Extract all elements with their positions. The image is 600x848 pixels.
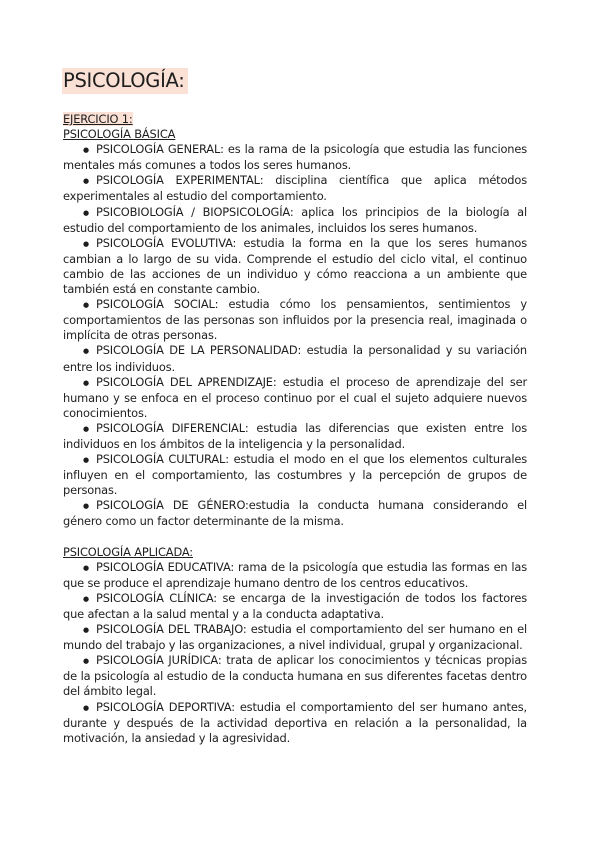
item-description: estudia la forma en la que los seres humanos cambian a lo largo de su vida. Comprende el estudio del ciclo vital, el continuo cambio de las acciones de un individuo y cómo reacciona a un ambiente que también está en constante cambio. <box>63 235 527 297</box>
item-description: estudia el comportamiento del ser humano en el mundo del trabajo y las organizaciones, a nivel individual, grupal y organizacional. <box>63 622 528 653</box>
item-description: rama de la psicología que estudia las formas en las que se produce el aprendizaje humano dentro de los centros educativos. <box>63 559 527 590</box>
list-item <box>63 421 527 452</box>
item-term: PSICOLOGÍA EXPERIMENTAL: <box>96 173 264 188</box>
section-heading-basic <box>63 127 527 142</box>
bullet-icon: ● <box>83 502 89 511</box>
item-term: PSICOLOGÍA DE GÉNERO: <box>96 498 249 513</box>
item-term: PSICOLOGÍA JURÍDICA: <box>96 653 222 668</box>
list-item <box>63 498 527 529</box>
section-heading-applied-text: PSICOLOGÍA APLICADA: <box>63 544 193 559</box>
item-description: es la rama de la psicología que estudia las funciones mentales más comunes a todos los seres humanos. <box>63 142 527 173</box>
list-item <box>63 173 527 204</box>
item-description: estudia el proceso de aprendizaje del ser humano y se enfoca en el proceso continuo por el cual el sujeto adquiere nuevos conocimientos. <box>63 374 527 420</box>
item-description: disciplina científica que aplica métodos experimentales al estudio del comportamiento. <box>63 173 527 204</box>
item-term: PSICOBIOLOGÍA / BIOPSICOLOGÍA: <box>96 204 294 219</box>
item-term: PSICOLOGÍA CLÍNICA: <box>96 590 217 605</box>
item-description: estudia el comportamiento del ser humano antes, durante y después de la actividad deportiva en relación a la personalidad, la motivación, la ansiedad y la agresividad. <box>63 699 527 745</box>
item-description: estudia la personalidad y su variación entre los individuos. <box>63 343 527 374</box>
list-item <box>63 591 527 622</box>
item-term: PSICOLOGÍA DEL APRENDIZAJE: <box>96 374 277 389</box>
item-description: aplica los principios de la biología al estudio del comportamiento de los animales, incluidos los seres humanos. <box>63 204 527 235</box>
bullet-icon: ● <box>83 563 89 572</box>
section-heading-applied <box>63 545 527 560</box>
item-term: PSICOLOGÍA CULTURAL: <box>96 452 229 467</box>
bullet-icon: ● <box>83 456 89 465</box>
item-term: PSICOLOGÍA DEPORTIVA: <box>96 699 235 714</box>
bullet-icon: ● <box>83 301 89 310</box>
list-item <box>63 622 527 653</box>
item-term: PSICOLOGÍA GENERAL: <box>96 142 224 157</box>
exercise-heading <box>63 112 527 127</box>
item-description: estudia la conducta humana considerando el género como un factor determinante de la misma. <box>63 498 527 529</box>
item-term: PSICOLOGÍA SOCIAL: <box>96 297 219 312</box>
item-description: estudia el modo en el que los elementos culturales influyen en el comportamiento, las costumbres y la percepción de grupos de personas. <box>63 452 527 498</box>
bullet-icon: ● <box>83 626 89 635</box>
item-description: estudia las diferencias que existen entre los individuos en los ámbitos de la inteligencia y la personalidad. <box>63 420 527 451</box>
bullet-icon: ● <box>83 703 89 712</box>
bullet-icon: ● <box>83 146 89 155</box>
document-body <box>63 112 527 746</box>
bullet-icon: ● <box>83 347 89 356</box>
exercise-label: EJERCICIO 1: <box>63 112 133 126</box>
bullet-icon: ● <box>83 424 89 433</box>
basic-psychology-list <box>63 142 527 529</box>
bullet-icon: ● <box>83 239 89 248</box>
bullet-icon: ● <box>83 208 89 217</box>
item-description: trata de aplicar los conocimientos y técnicas propias de la psicología al estudio de la conducta humana en sus diferentes facetas dentro del ámbito legal. <box>63 653 527 699</box>
item-term: PSICOLOGÍA EVOLUTIVA: <box>96 235 237 250</box>
item-description: se encarga de la investigación de todos los factores que afectan a la salud mental y a la conducta adaptativa. <box>63 590 527 621</box>
list-item <box>63 343 527 374</box>
list-item <box>63 142 527 173</box>
bullet-icon: ● <box>83 657 89 666</box>
section-heading-basic-text: PSICOLOGÍA BÁSICA <box>63 127 176 142</box>
list-item <box>63 375 527 421</box>
section-spacer <box>63 530 527 545</box>
bullet-icon: ● <box>83 594 89 603</box>
item-term: PSICOLOGÍA DE LA PERSONALIDAD: <box>96 343 302 358</box>
applied-psychology-list <box>63 560 527 746</box>
list-item <box>63 205 527 236</box>
item-term: PSICOLOGÍA DEL TRABAJO: <box>96 622 247 637</box>
bullet-icon: ● <box>83 177 89 186</box>
list-item <box>63 236 527 297</box>
item-term: PSICOLOGÍA DIFERENCIAL: <box>96 420 249 435</box>
item-term: PSICOLOGÍA EDUCATIVA: <box>96 559 235 574</box>
list-item <box>63 297 527 343</box>
list-item <box>63 452 527 498</box>
bullet-icon: ● <box>83 378 89 387</box>
list-item <box>63 700 527 746</box>
list-item <box>63 560 527 591</box>
page-title: PSICOLOGÍA: <box>62 68 188 94</box>
item-description: estudia cómo los pensamientos, sentimientos y comportamientos de las personas son influidos por la presencia real, imaginada o implícita de otras personas. <box>63 297 528 343</box>
list-item <box>63 653 527 699</box>
